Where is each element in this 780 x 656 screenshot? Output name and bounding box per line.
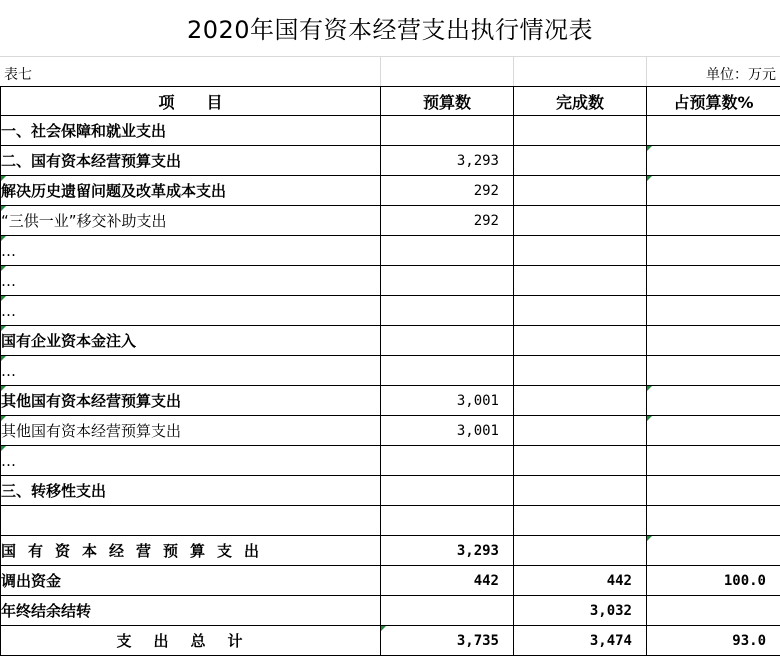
- item-cell[interactable]: [1, 506, 381, 536]
- item-cell[interactable]: 调出资金: [1, 566, 381, 596]
- budget-cell[interactable]: [381, 506, 514, 536]
- actual-cell[interactable]: [514, 176, 647, 206]
- item-cell[interactable]: …: [1, 446, 381, 476]
- actual-cell[interactable]: [514, 116, 647, 146]
- table-row: [1, 266, 780, 296]
- actual-cell[interactable]: [514, 536, 647, 566]
- actual-cell[interactable]: [514, 446, 647, 476]
- meta-row: [0, 57, 780, 86]
- budget-cell[interactable]: [381, 446, 514, 476]
- budget-cell[interactable]: [381, 116, 514, 146]
- table-row: [1, 146, 780, 176]
- budget-cell[interactable]: [381, 266, 514, 296]
- meta-gridline: [646, 57, 647, 86]
- budget-cell[interactable]: 442: [381, 566, 514, 596]
- actual-cell[interactable]: 3,474: [514, 626, 647, 656]
- item-cell[interactable]: …: [1, 236, 381, 266]
- ratio-cell[interactable]: [647, 506, 780, 536]
- actual-cell[interactable]: [514, 386, 647, 416]
- ratio-cell[interactable]: [647, 326, 780, 356]
- table-row: [1, 116, 780, 146]
- ratio-cell[interactable]: [647, 536, 780, 566]
- ratio-cell[interactable]: [647, 446, 780, 476]
- ratio-cell[interactable]: [647, 146, 780, 176]
- budget-cell[interactable]: [381, 296, 514, 326]
- table-row: [1, 536, 780, 566]
- item-cell[interactable]: 一、社会保障和就业支出: [1, 116, 381, 146]
- item-cell[interactable]: …: [1, 266, 381, 296]
- budget-cell[interactable]: [381, 326, 514, 356]
- header-budget[interactable]: 预算数: [381, 87, 514, 116]
- table-row: [1, 326, 780, 356]
- item-cell[interactable]: 二、国有资本经营预算支出: [1, 146, 381, 176]
- item-cell[interactable]: 国有资本经营预算支出: [1, 536, 381, 566]
- actual-cell[interactable]: [514, 236, 647, 266]
- table-row: [1, 416, 780, 446]
- item-cell[interactable]: …: [1, 296, 381, 326]
- ratio-cell[interactable]: [647, 386, 780, 416]
- actual-cell[interactable]: [514, 296, 647, 326]
- budget-cell[interactable]: [381, 236, 514, 266]
- ratio-cell[interactable]: [647, 476, 780, 506]
- meta-gridline: [380, 57, 381, 86]
- ratio-cell[interactable]: [647, 236, 780, 266]
- budget-cell[interactable]: 3,293: [381, 536, 514, 566]
- header-ratio[interactable]: 占预算数%: [647, 87, 780, 116]
- budget-cell[interactable]: [381, 476, 514, 506]
- budget-cell[interactable]: 292: [381, 176, 514, 206]
- ratio-cell[interactable]: [647, 356, 780, 386]
- ratio-cell[interactable]: [647, 296, 780, 326]
- expenditure-table: [0, 86, 780, 656]
- item-cell[interactable]: …: [1, 356, 381, 386]
- item-cell[interactable]: 其他国有资本经营预算支出: [1, 386, 381, 416]
- header-row: [1, 87, 780, 116]
- actual-cell[interactable]: 3,032: [514, 596, 647, 626]
- ratio-cell[interactable]: [647, 596, 780, 626]
- ratio-cell[interactable]: [647, 416, 780, 446]
- ratio-cell[interactable]: [647, 206, 780, 236]
- unit-label: 单位：万元: [706, 67, 776, 83]
- actual-cell[interactable]: [514, 476, 647, 506]
- actual-cell[interactable]: [514, 416, 647, 446]
- title-row: [0, 0, 780, 57]
- actual-cell[interactable]: [514, 506, 647, 536]
- item-cell[interactable]: 其他国有资本经营预算支出: [1, 416, 381, 446]
- table-row: [1, 476, 780, 506]
- meta-gridline: [513, 57, 514, 86]
- budget-cell[interactable]: 292: [381, 206, 514, 236]
- budget-cell[interactable]: 3,735: [381, 626, 514, 656]
- table-row: [1, 596, 780, 626]
- budget-cell[interactable]: 3,293: [381, 146, 514, 176]
- table-row: [1, 566, 780, 596]
- table-row: [1, 176, 780, 206]
- budget-cell[interactable]: 3,001: [381, 416, 514, 446]
- table-row: [1, 356, 780, 386]
- actual-cell[interactable]: [514, 266, 647, 296]
- actual-cell[interactable]: 442: [514, 566, 647, 596]
- actual-cell[interactable]: [514, 206, 647, 236]
- item-cell[interactable]: 支出总计: [1, 626, 381, 656]
- table-row: [1, 386, 780, 416]
- actual-cell[interactable]: [514, 146, 647, 176]
- item-cell[interactable]: “三供一业”移交补助支出: [1, 206, 381, 236]
- table-row: [1, 506, 780, 536]
- budget-cell[interactable]: [381, 356, 514, 386]
- item-cell[interactable]: 国有企业资本金注入: [1, 326, 381, 356]
- header-item[interactable]: 项 目: [1, 87, 381, 116]
- table-row: [1, 236, 780, 266]
- ratio-cell[interactable]: [647, 266, 780, 296]
- table-title: 2020年国有资本经营支出执行情况表: [186, 16, 594, 44]
- header-actual[interactable]: 完成数: [514, 87, 647, 116]
- table-number: 表七: [4, 67, 32, 83]
- table-row: [1, 296, 780, 326]
- table-row: [1, 626, 780, 656]
- table-row: [1, 446, 780, 476]
- ratio-cell[interactable]: [647, 176, 780, 206]
- ratio-cell[interactable]: [647, 116, 780, 146]
- ratio-cell[interactable]: 93.0: [647, 626, 780, 656]
- ratio-cell[interactable]: 100.0: [647, 566, 780, 596]
- item-cell[interactable]: 三、转移性支出: [1, 476, 381, 506]
- budget-cell[interactable]: 3,001: [381, 386, 514, 416]
- item-cell[interactable]: 解决历史遗留问题及改革成本支出: [1, 176, 381, 206]
- actual-cell[interactable]: [514, 326, 647, 356]
- item-cell[interactable]: 年终结余结转: [1, 596, 381, 626]
- table-row: [1, 206, 780, 236]
- actual-cell[interactable]: [514, 356, 647, 386]
- budget-cell[interactable]: [381, 596, 514, 626]
